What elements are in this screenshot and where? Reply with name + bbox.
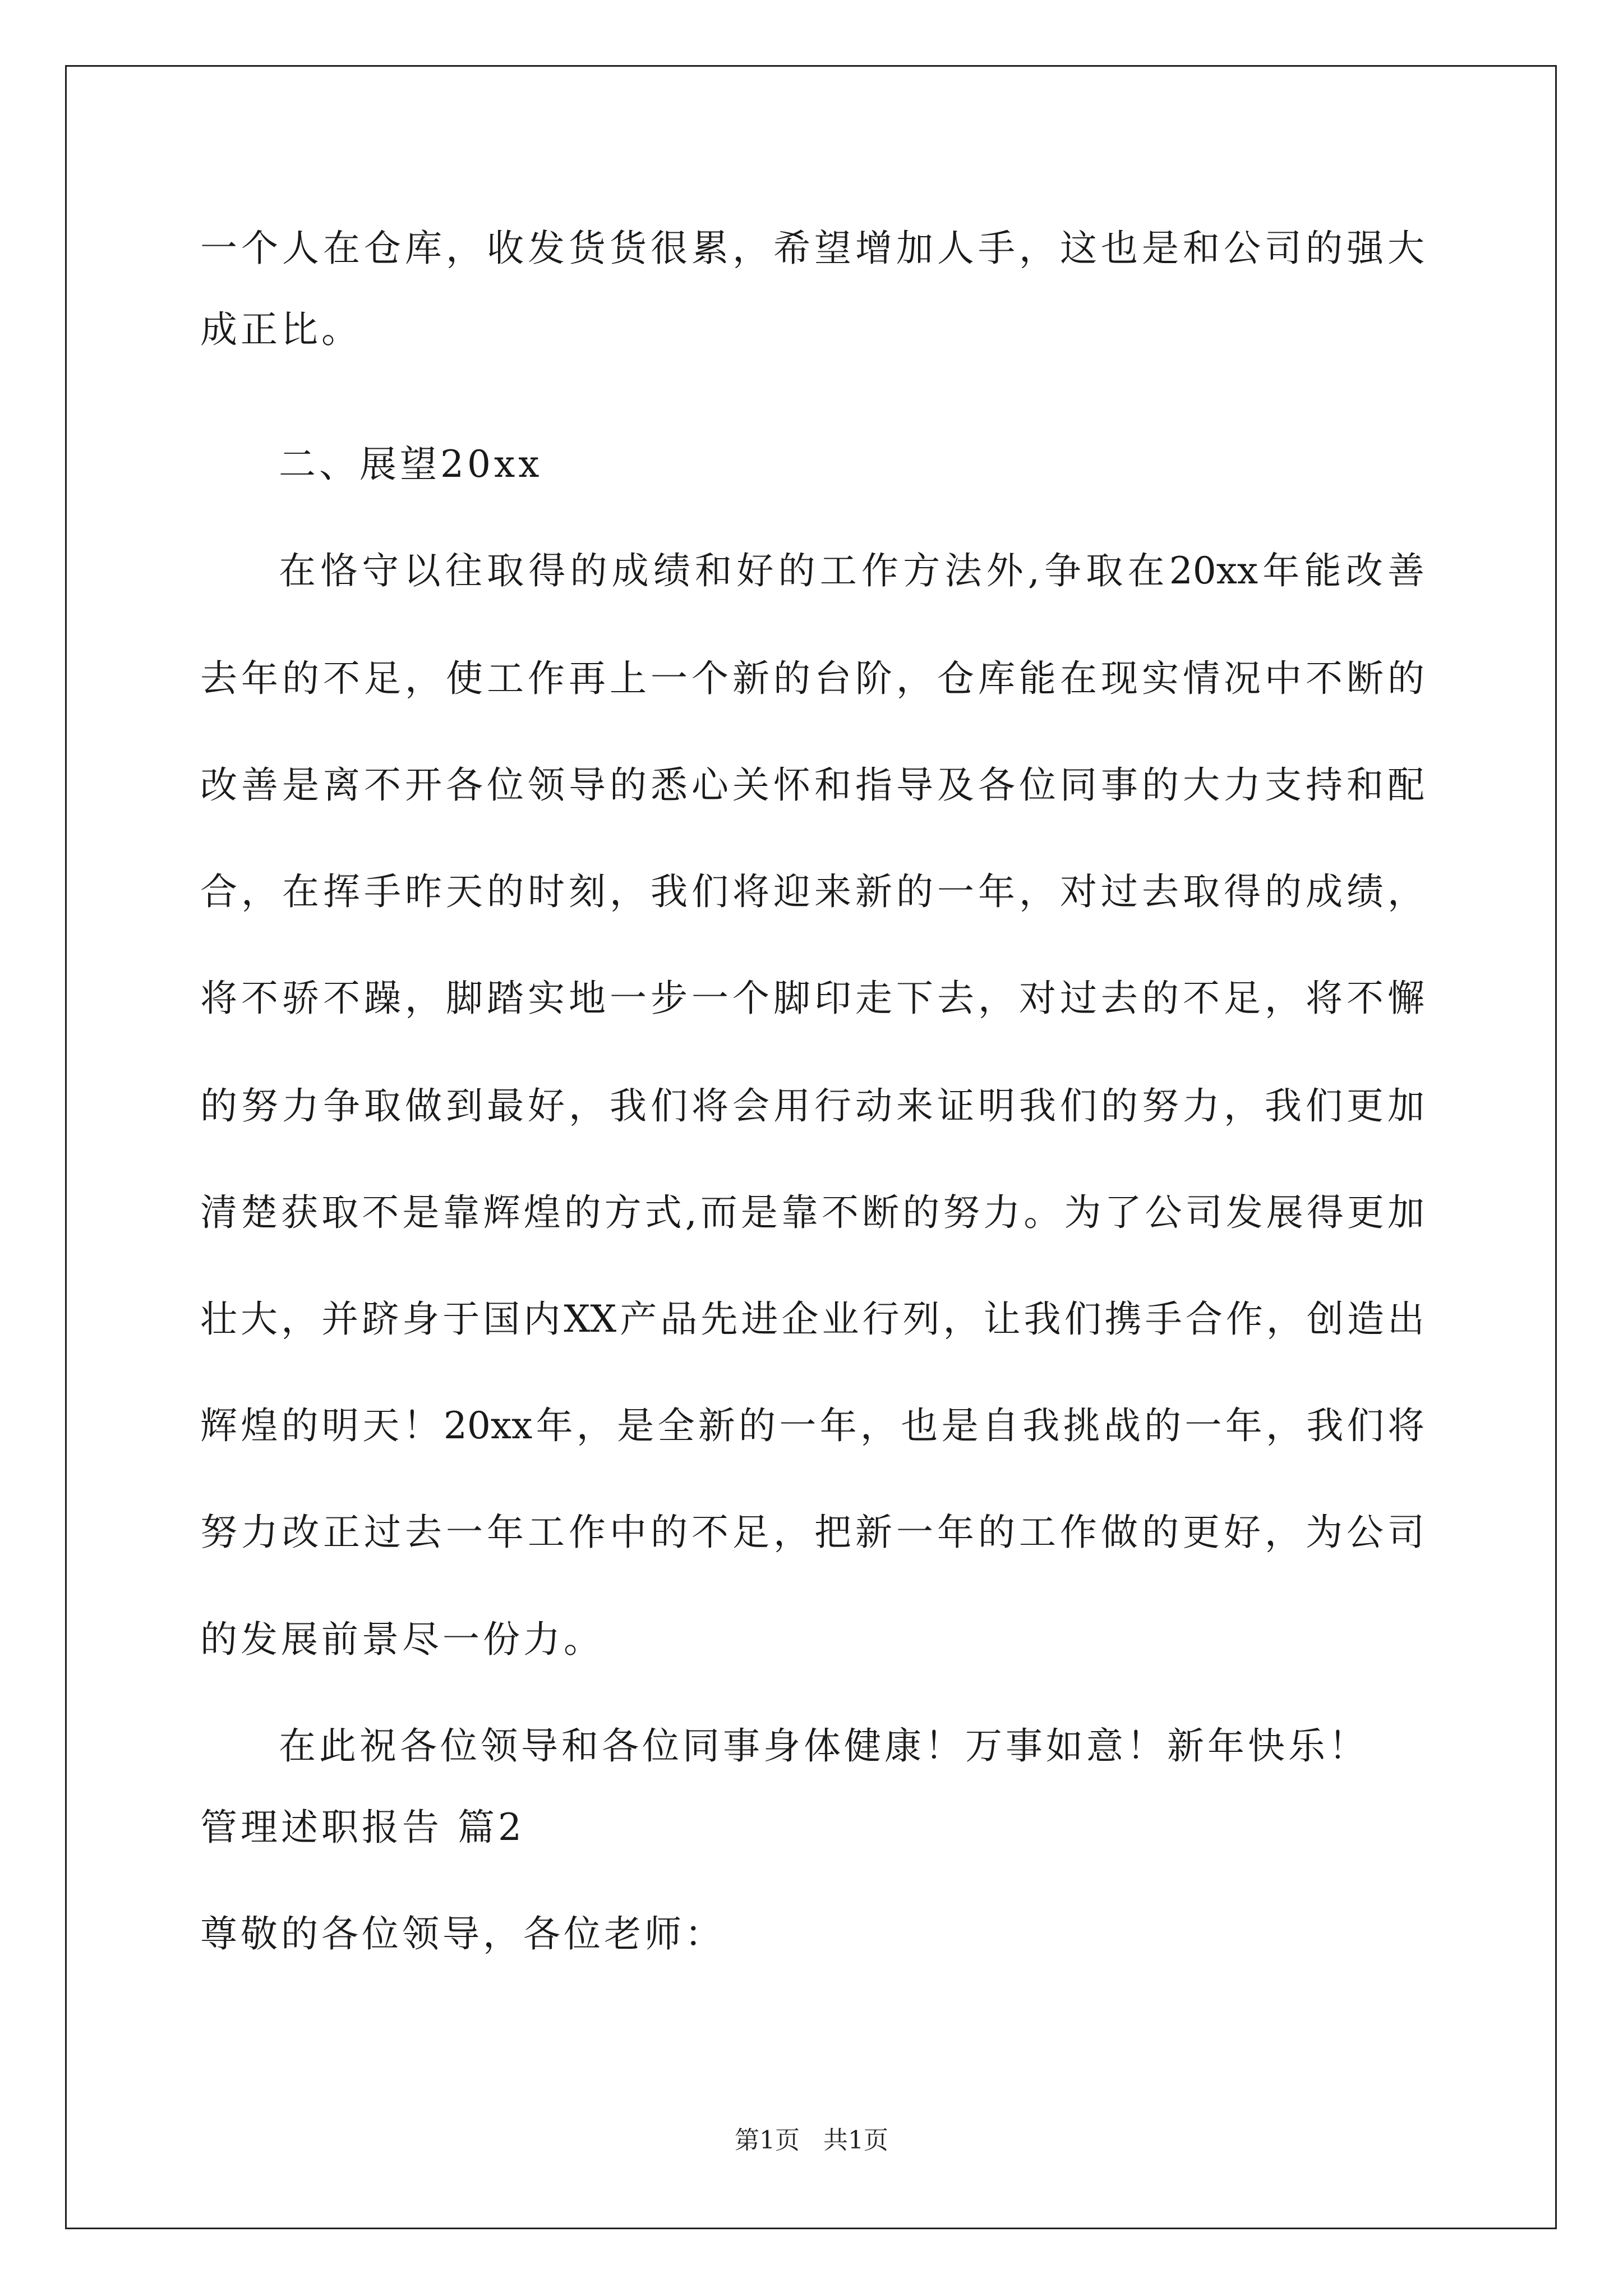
paragraph-line: 努力改正过去一年工作中的不足，把新一年的工作做的更好，为公司 [200, 1511, 1424, 1554]
paragraph-line: 在恪守以往取得的成绩和好的工作方法外,争取在20xx年能改善 [279, 549, 1424, 592]
paragraph-line: 将不骄不躁，脚踏实地一步一个脚印走下去，对过去的不足，将不懈 [200, 977, 1424, 1020]
page-border [65, 65, 1557, 2229]
paragraph-line: 清楚获取不是靠辉煌的方式,而是靠不断的努力。为了公司发展得更加 [200, 1191, 1424, 1234]
paragraph-line: 的努力争取做到最好，我们将会用行动来证明我们的努力，我们更加 [200, 1084, 1424, 1128]
paragraph-line: 辉煌的明天！20xx年，是全新的一年，也是自我挑战的一年，我们将 [200, 1404, 1424, 1447]
paragraph-line: 改善是离不开各位领导的悉心关怀和指导及各位同事的大力支持和配 [200, 763, 1424, 807]
paragraph-line: 在此祝各位领导和各位同事身体健康！万事如意！新年快乐！ [279, 1724, 1369, 1768]
paragraph-line: 的发展前景尽一份力。 [200, 1618, 604, 1661]
paragraph-line: 一个人在仓库，收发货货很累，希望增加人手，这也是和公司的强大 [200, 227, 1424, 270]
paragraph-line: 成正比。 [200, 308, 362, 351]
page-footer: 第1页 共1页 [735, 2126, 888, 2155]
paragraph-line: 合，在挥手昨天的时刻，我们将迎来新的一年，对过去取得的成绩， [200, 870, 1424, 913]
paragraph-line: 壮大，并跻身于国内XX产品先进企业行列，让我们携手合作，创造出 [200, 1297, 1424, 1341]
paragraph-line: 去年的不足，使工作再上一个新的台阶，仓库能在现实情况中不断的 [200, 657, 1424, 700]
report-title: 管理述职报告 篇2 [200, 1806, 525, 1849]
section-heading: 二、展望20xx [279, 443, 543, 486]
salutation: 尊敬的各位领导，各位老师： [200, 1912, 725, 1955]
